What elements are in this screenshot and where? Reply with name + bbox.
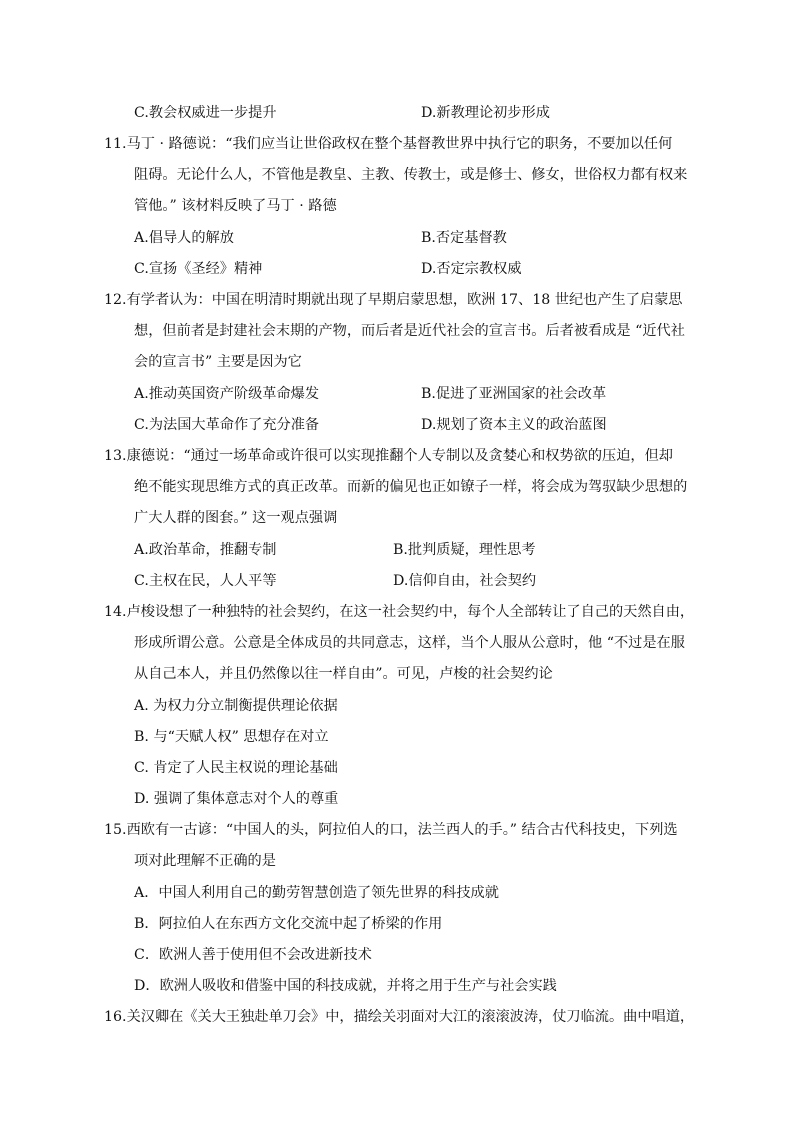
q11-option-a: A.倡导人的解放	[134, 230, 234, 246]
q11-option-d: D.否定宗教权威	[421, 261, 522, 277]
q14-number: 14.	[104, 604, 127, 620]
q14-option-d: D. 强调了集体意志对个人的尊重	[134, 791, 339, 807]
q11-stem-line-1	[104, 135, 672, 153]
q12-option-b: B.促进了亚洲国家的社会改革	[421, 386, 607, 402]
q13-stem-line-1	[104, 447, 673, 465]
q15-option-d: D．欧洲人吸收和借鉴中国的科技成就，并将之用于生产与社会实践	[134, 978, 557, 994]
q11-number: 11.	[104, 136, 127, 152]
q11-stem-line-2: 阻碍。无论什么人，不管他是教皇、主教、传教士，或是修士、修女，世俗权力都有权来	[134, 167, 688, 183]
q15-text-1: 西欧有一古谚：“中国人的头，阿拉伯人的口，法兰西人的手。” 结合古代科技史，下列选	[126, 822, 678, 838]
q16-text-1: 关汉卿在《关大王独赴单刀会》中，描绘关羽面对大江的滚滚波涛，仗刀临流。曲中唱道，	[126, 1009, 695, 1025]
q13-option-b: B.批判质疑，理性思考	[393, 542, 536, 558]
q12-option-d: D.规划了资本主义的政治蓝图	[421, 417, 607, 433]
q13-option-a: A.政治革命，推翻专制	[134, 542, 277, 558]
q14-text-1: 卢梭设想了一种独特的社会契约，在这一社会契约中，每个人全部转让了自己的天然自由，	[126, 604, 695, 620]
q16-number: 16.	[104, 1009, 127, 1025]
q14-option-a: A. 为权力分立制衡提供理论依据	[134, 698, 338, 714]
q12-stem-line-1	[104, 291, 682, 309]
q14-option-c: C. 肯定了人民主权说的理论基础	[134, 760, 338, 776]
q11-option-b: B.否定基督教	[421, 230, 507, 246]
q15-stem-line-1	[104, 821, 678, 839]
q11-option-c: C.宣扬《圣经》精神	[134, 261, 263, 277]
q14-stem-line-3: 从自己本人，并且仍然像以往一样自由”。可见，卢梭的社会契约论	[134, 666, 553, 682]
q12-number: 12.	[104, 292, 127, 308]
q11-stem-line-3: 管他。” 该材料反映了马丁 · 路德	[134, 198, 337, 214]
q14-stem-line-1	[104, 603, 694, 621]
q13-text-1: 康德说：“通过一场革命或许很可以实现推翻个人专制以及贪婪心和权势欲的压迫，但却	[126, 448, 673, 464]
q13-stem-line-3: 广大人群的图套。” 这一观点强调	[134, 510, 338, 526]
q12-option-c: C.为法国大革命作了充分准备	[134, 417, 320, 433]
q13-number: 13.	[104, 448, 127, 464]
q10-option-d: D.新教理论初步形成	[421, 105, 550, 121]
q16-stem-line-1	[104, 1008, 694, 1026]
q15-option-c: C．欧洲人善于使用但不会改进新技术	[134, 947, 372, 963]
q12-text-1: 有学者认为：中国在明清时期就出现了早期启蒙思想，欧洲 17、18 世纪也产生了启蒙思	[126, 292, 683, 308]
q10-option-c: C.教会权威进一步提升	[134, 105, 277, 121]
q13-option-d: D.信仰自由，社会契约	[393, 573, 537, 589]
q15-option-a: A．中国人利用自己的勤劳智慧创造了领先世界的科技成就	[134, 885, 499, 901]
q13-option-c: C.主权在民，人人平等	[134, 573, 277, 589]
q14-stem-line-2: 形成所谓公意。公意是全体成员的共同意志，这样，当个人服从公意时，他 “不过是在服	[134, 635, 685, 651]
q15-stem-line-2: 项对此理解不正确的是	[134, 853, 276, 869]
q12-option-a: A.推动英国资产阶级革命爆发	[134, 386, 320, 402]
q13-stem-line-2: 绝不能实现思维方式的真正改革。而新的偏见也正如镣子一样，将会成为驾驭缺少思想的	[134, 479, 688, 495]
q12-stem-line-3: 会的宣言书” 主要是因为它	[134, 354, 302, 370]
q15-option-b: B．阿拉伯人在东西方文化交流中起了桥梁的作用	[134, 916, 443, 932]
q15-number: 15.	[104, 822, 127, 838]
q14-option-b: B. 与“天赋人权” 思想存在对立	[134, 729, 329, 745]
q12-stem-line-2: 想，但前者是封建社会末期的产物，而后者是近代社会的宣言书。后者被看成是 “近代社	[134, 323, 685, 339]
q11-text-1: 马丁 · 路德说：“我们应当让世俗政权在整个基督教世界中执行它的职务，不要加以任何	[126, 136, 673, 152]
